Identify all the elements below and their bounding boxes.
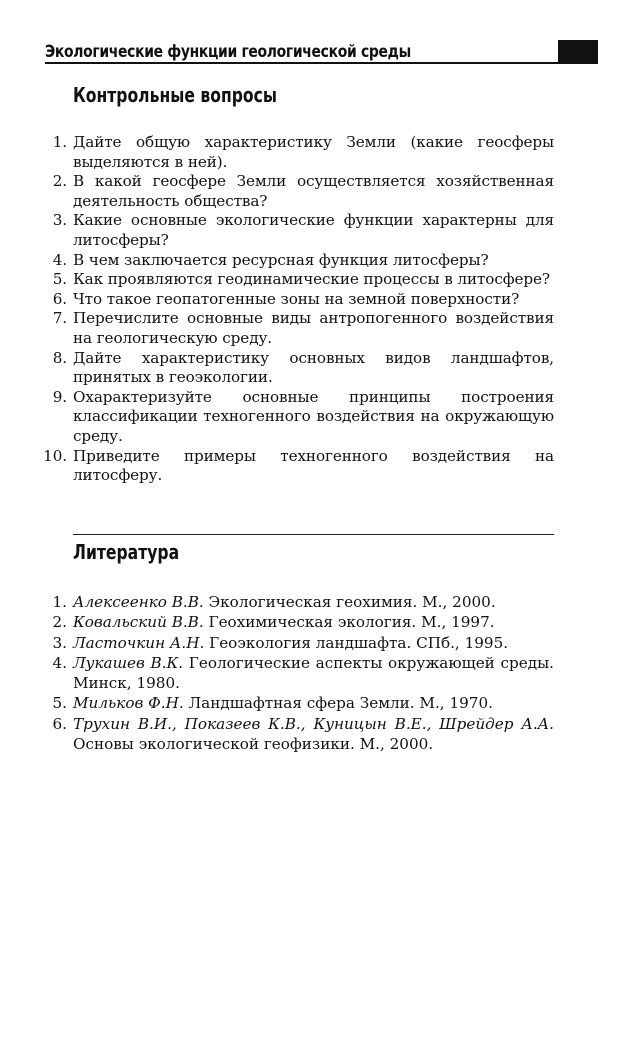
running-header-title: Экологические функции геологической среды <box>45 42 411 62</box>
question-number: 6. <box>52 289 67 308</box>
running-header <box>45 40 598 66</box>
literature-item <box>52 653 554 694</box>
header-black-tab <box>558 40 598 64</box>
literature-author: Ковальский В.В. <box>73 613 204 632</box>
question-text: Какие основные экологические функции характерны для литосферы? <box>73 211 554 249</box>
question-number: 10. <box>43 446 67 465</box>
literature-number: 6. <box>52 714 67 733</box>
question-text: Дайте общую характеристику Земли (какие геосферы выделяются в ней). <box>73 133 554 171</box>
question-item <box>52 250 554 271</box>
literature-number: 4. <box>52 653 67 672</box>
literature-number: 5. <box>52 694 67 713</box>
question-item <box>52 348 554 388</box>
question-text: В чем заключается ресурсная функция литосферы? <box>73 250 489 269</box>
question-number: 8. <box>52 348 67 367</box>
literature-reference: Геохимическая экология. М., 1997. <box>203 613 495 632</box>
literature-item <box>52 592 554 612</box>
question-text: Приведите примеры техногенного воздействия на литосферу. <box>73 446 554 485</box>
question-text: Как проявляются геодинамические процессы в литосфере? <box>73 270 550 289</box>
question-text: Перечислите основные виды антропогенного воздействия на геологическую среду. <box>73 309 554 347</box>
question-number: 1. <box>52 133 67 151</box>
question-item <box>52 133 554 172</box>
literature-item <box>52 612 554 632</box>
question-number: 2. <box>52 172 67 191</box>
section-divider <box>73 534 554 535</box>
question-number: 4. <box>52 250 67 269</box>
literature-item <box>52 693 554 713</box>
question-item <box>43 446 554 486</box>
literature-heading: Литература <box>73 540 180 564</box>
question-number: 9. <box>52 387 67 406</box>
literature-number: 1. <box>52 593 67 611</box>
question-number: 7. <box>52 309 67 328</box>
literature-list <box>52 592 554 754</box>
question-text: В какой геосфере Земли осуществляется хозяйственная деятельность общества? <box>73 172 554 210</box>
literature-reference: Экологическая геохимия. М., 2000. <box>203 593 496 611</box>
question-text: Охарактеризуйте основные принципы построения классификации техногенного воздействия на окружающую среду. <box>73 387 554 445</box>
question-item <box>52 172 554 211</box>
literature-reference: Геоэкология ландшафта. СПб., 1995. <box>204 633 509 652</box>
question-item <box>52 387 554 447</box>
questions-list <box>43 133 554 486</box>
questions-heading: Контрольные вопросы <box>73 83 277 107</box>
literature-reference: Основы экологической геофизики. М., 2000. <box>73 735 434 754</box>
literature-item <box>52 714 554 755</box>
question-item <box>52 309 554 348</box>
header-rule <box>45 62 558 64</box>
literature-author: Трухин В.И., Показеев К.В., Куницын В.Е., Шрейдер А.А. <box>73 714 554 733</box>
question-text: Что такое геопатогенные зоны на земной поверхности? <box>73 289 520 308</box>
literature-item <box>52 633 554 653</box>
literature-author: Алексеенко В.В. <box>73 593 204 611</box>
question-item <box>52 211 554 250</box>
literature-number: 3. <box>52 633 67 652</box>
literature-author: Ласточкин А.Н. <box>73 633 205 652</box>
question-item <box>52 289 554 310</box>
question-item <box>52 270 554 290</box>
literature-reference: Ландшафтная сфера Земли. М., 1970. <box>183 694 493 713</box>
question-text: Дайте характеристику основных видов ландшафтов, принятых в геоэкологии. <box>73 348 554 387</box>
literature-author: Мильков Ф.Н. <box>73 694 184 713</box>
literature-author: Лукашев В.К. <box>73 653 184 672</box>
literature-number: 2. <box>52 613 67 632</box>
literature-reference: Геологические аспекты окружающей среды. Минск, 1980. <box>73 653 554 693</box>
question-number: 5. <box>52 270 67 289</box>
question-number: 3. <box>52 211 67 230</box>
